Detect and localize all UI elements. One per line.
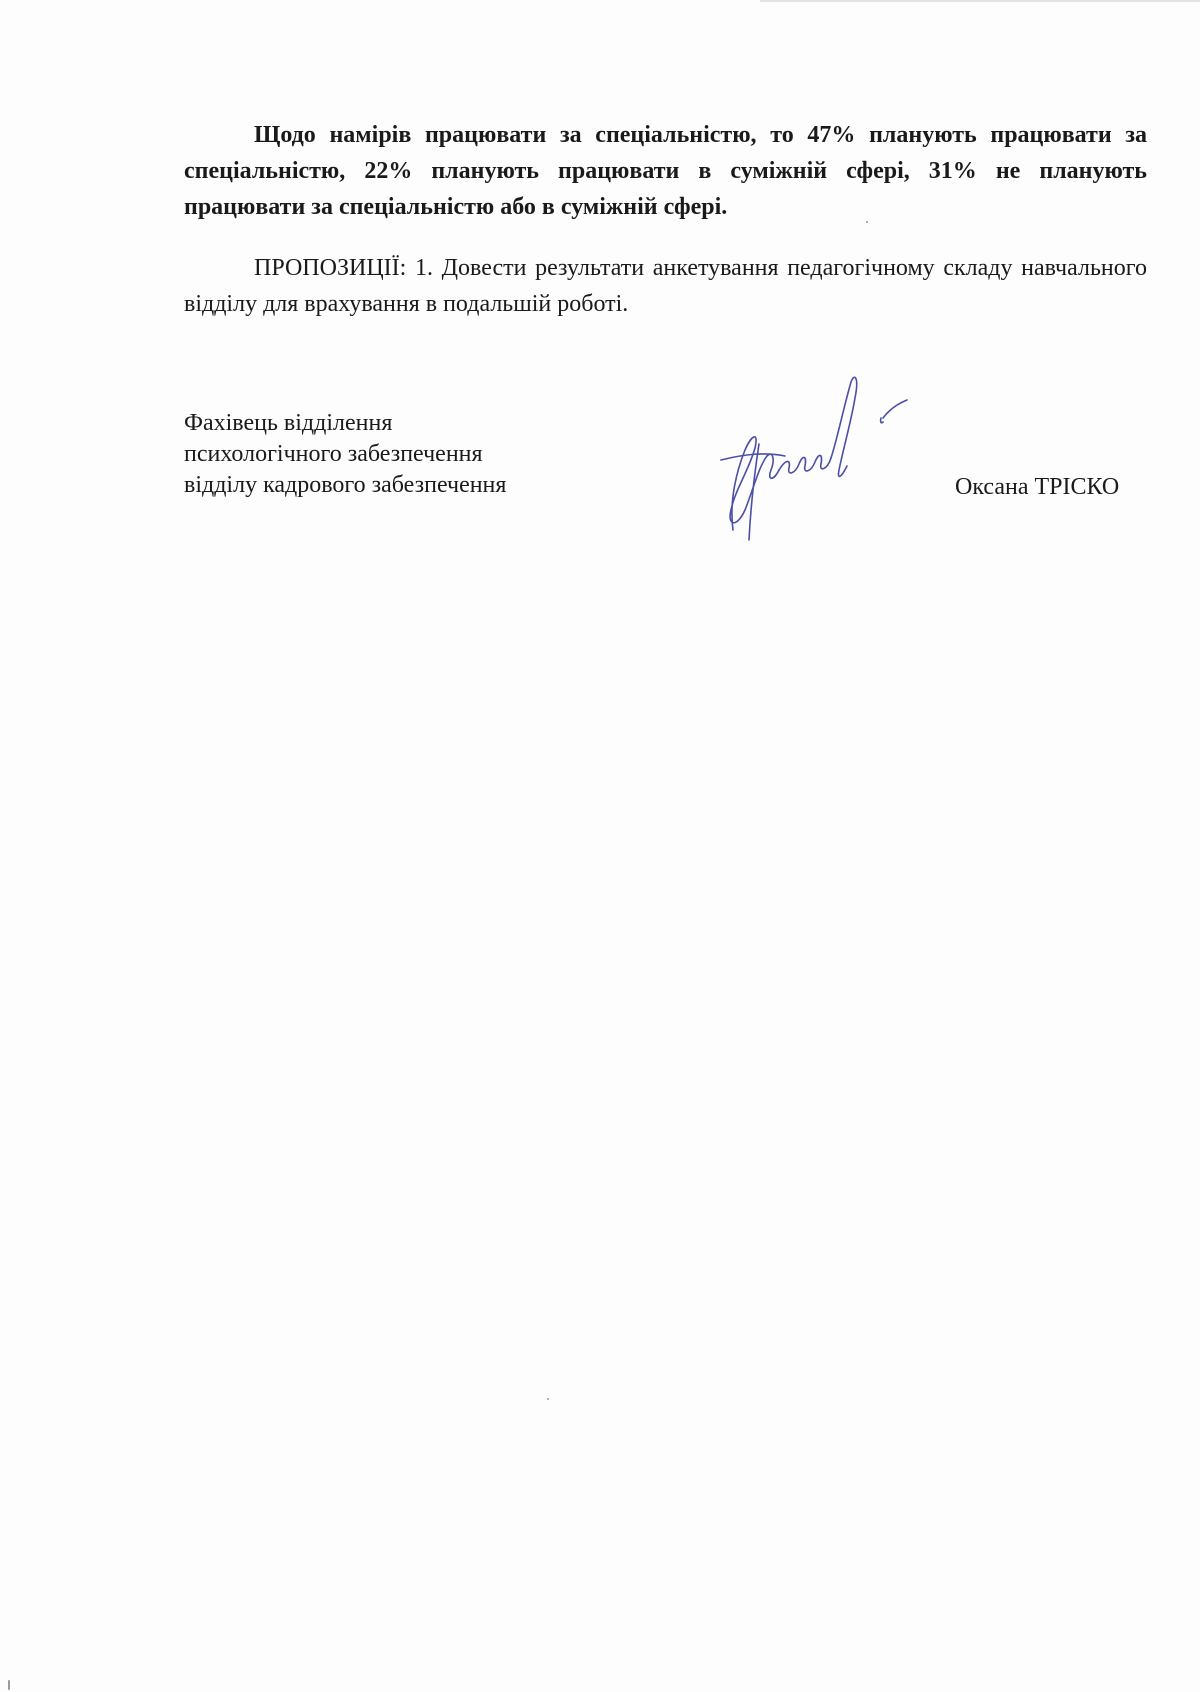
scan-speck bbox=[547, 1398, 549, 1400]
scan-speck bbox=[866, 221, 868, 223]
scan-top-edge bbox=[760, 0, 1200, 2]
survey-intentions-paragraph: Щодо намірів працювати за спеціальністю, то 47% планують працювати за спеціальністю, 22% планують працювати в суміжній сфері, 31% не планують працювати за спеціальністю або в суміжній сфері. bbox=[184, 122, 1147, 220]
signatory-title-line: Фахівець відділення bbox=[184, 410, 393, 436]
signatory-title bbox=[184, 408, 506, 501]
scan-speck bbox=[8, 1680, 10, 1690]
proposals-paragraph: ПРОПОЗИЦІЇ: 1. Довести результати анкетування педагогічному складу навчального відділу для врахування в подальшій роботі. bbox=[184, 255, 1147, 317]
signatory-name: Оксана ТРІСКО bbox=[955, 474, 1120, 500]
signatory-title-line: психологічного забезпечення bbox=[184, 441, 483, 467]
handwritten-signature bbox=[715, 370, 925, 550]
signatory-title-line: відділу кадрового забезпечення bbox=[184, 472, 507, 498]
